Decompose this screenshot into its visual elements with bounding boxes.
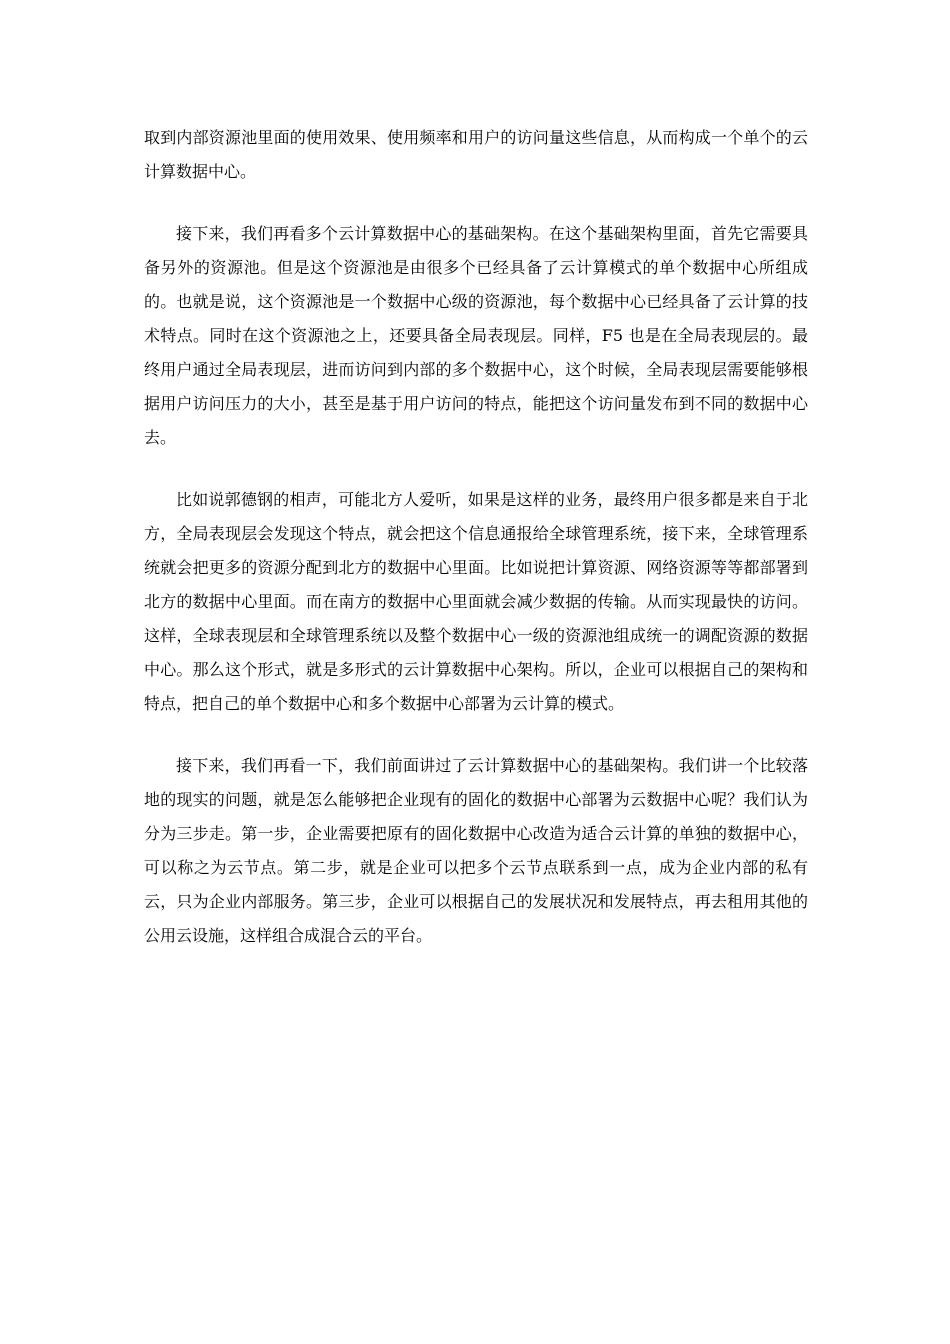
paragraph-1: 取到内部资源池里面的使用效果、使用频率和用户的访问量这些信息，从而构成一个单个的云计算数据中心。: [144, 128, 808, 181]
paragraph-3: 比如说郭德钢的相声，可能北方人爱听，如果是这样的业务，最终用户很多都是来自于北方，全局表现层会发现这个特点，就会把这个信息通报给全球管理系统，接下来，全球管理系统就会把更多的资源分配到北方的数据中心里面。比如说把计算资源、网络资源等等都部署到北方的数据中心里面。而在南方的数据中心里面就会减少数据的传输。从而实现最快的访问。这样，全球表现层和全球管理系统以及整个数据中心一级的资源池组成统一的调配资源的数据中心。那么这个形式，就是多形式的云计算数据中心架构。所以，企业可以根据自己的架构和特点，把自己的单个数据中心和多个数据中心部署为云计算的模式。: [144, 490, 808, 713]
paragraph-2: 接下来，我们再看多个云计算数据中心的基础架构。在这个基础架构里面，首先它需要具备另外的资源池。但是这个资源池是由很多个已经具备了云计算模式的单个数据中心所组成的。也就是说，这个资源池是一个数据中心级的资源池，每个数据中心已经具备了云计算的技术特点。同时在这个资源池之上，还要具备全局表现层。同样，F5 也是在全局表现层的。最终用户通过全局表现层，进而访问到内部的多个数据中心，这个时候，全局表现层需要能够根据用户访问压力的大小，甚至是基于用户访问的特点，能把这个访问量发布到不同的数据中心去。: [144, 224, 808, 447]
document-body: [144, 121, 808, 981]
paragraph-4: 接下来，我们再看一下，我们前面讲过了云计算数据中心的基础架构。我们讲一个比较落地的现实的问题，就是怎么能够把企业现有的固化的数据中心部署为云数据中心呢？我们认为分为三步走。第一步，企业需要把原有的固化数据中心改造为适合云计算的单独的数据中心，可以称之为云节点。第二步，就是企业可以把多个云节点联系到一点，成为企业内部的私有云，只为企业内部服务。第三步，企业可以根据自己的发展状况和发展特点，再去租用其他的公用云设施，这样组合成混合云的平台。: [144, 756, 808, 945]
